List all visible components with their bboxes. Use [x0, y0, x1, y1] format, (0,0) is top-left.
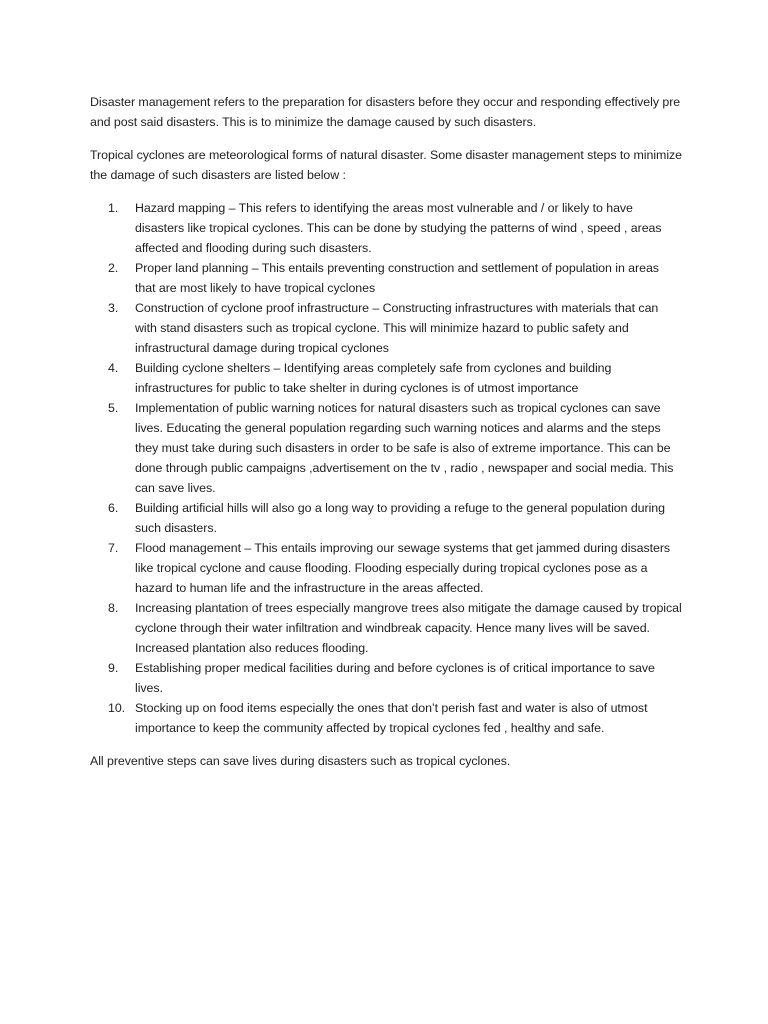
- cyclone-paragraph: Tropical cyclones are meteorological forms of natural disaster. Some disaster management steps to minimize the damage of such disasters are listed below :: [90, 148, 683, 182]
- list-text: Establishing proper medical facilities during and before cyclones is of critical importance to save lives.: [135, 661, 655, 695]
- list-item: [90, 258, 682, 298]
- list-item: [90, 358, 682, 398]
- list-number: 9.: [108, 661, 119, 675]
- list-number: 1.: [108, 201, 119, 215]
- list-number: 10.: [108, 701, 126, 715]
- list-text: Building artificial hills will also go a long way to providing a refuge to the general population during such disasters.: [135, 501, 665, 535]
- list-text: Construction of cyclone proof infrastructure – Constructing infrastructures with materials that can with stand disasters such as tropical cyclone. This will minimize hazard to public safety and infrastructural damage during tropical cyclones: [135, 301, 659, 355]
- list-item: [90, 198, 682, 258]
- closing-paragraph: All preventive steps can save lives during disasters such as tropical cyclones.: [90, 754, 511, 768]
- intro-paragraph: Disaster management refers to the preparation for disasters before they occur and responding effectively pre and post said disasters. This is to minimize the damage caused by such disasters.: [90, 95, 681, 129]
- list-number: 3.: [108, 301, 119, 315]
- list-number: 6.: [108, 501, 119, 515]
- list-number: 7.: [108, 541, 119, 555]
- list-number: 8.: [108, 601, 119, 615]
- list-number: 2.: [108, 261, 119, 275]
- list-number: 5.: [108, 401, 119, 415]
- list-text: Stocking up on food items especially the ones that don’t perish fast and water is also of utmost importance to keep the community affected by tropical cyclones fed , healthy and safe.: [135, 701, 648, 735]
- list-text: Flood management – This entails improving our sewage systems that get jammed during disasters like tropical cyclone and cause flooding. Flooding especially during tropical cyclones pose as a hazard to human life and the infrastructure in the areas affected.: [135, 541, 671, 595]
- list-text: Hazard mapping – This refers to identifying the areas most vulnerable and / or likely to have disasters like tropical cyclones. This can be done by studying the patterns of wind , speed , areas affected and flooding during such disasters.: [135, 201, 662, 255]
- list-text: Implementation of public warning notices for natural disasters such as tropical cyclones can save lives. Educating the general population regarding such warning notices and alarms and the steps they must take during such disasters in order to be safe is also of extreme importance. This can be done through public campaigns ,advertisement on the tv , radio , newspaper and social media. This can save lives.: [135, 401, 674, 495]
- list-item: [90, 498, 682, 538]
- list-item: [90, 658, 682, 698]
- list-number: 4.: [108, 361, 119, 375]
- list-item: [90, 598, 682, 658]
- list-item: [90, 298, 682, 358]
- document-body: [90, 92, 682, 784]
- list-item: [90, 538, 682, 598]
- list-item: [90, 398, 682, 498]
- list-text: Building cyclone shelters – Identifying areas completely safe from cyclones and building infrastructures for public to take shelter in during cyclones is of utmost importance: [135, 361, 612, 395]
- list-item: [90, 698, 682, 738]
- steps-list: [90, 198, 682, 738]
- list-text: Increasing plantation of trees especially mangrove trees also mitigate the damage caused by tropical cyclone through their water infiltration and windbreak capacity. Hence many lives will be saved. Increased plantation also reduces flooding.: [135, 601, 682, 655]
- list-text: Proper land planning – This entails preventing construction and settlement of population in areas that are most likely to have tropical cyclones: [135, 261, 659, 295]
